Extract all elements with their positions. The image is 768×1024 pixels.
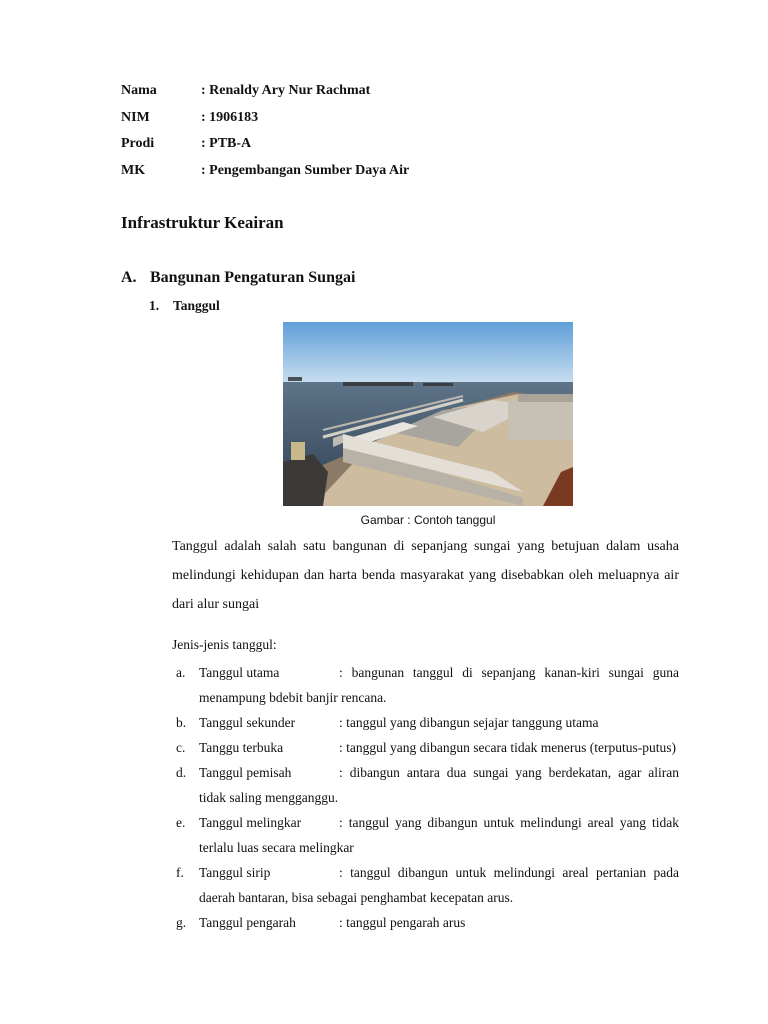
list-term: Tanggul melingkar	[199, 815, 302, 830]
list-desc: : tanggul pengarah arus	[339, 915, 466, 930]
list-marker: a.	[176, 665, 186, 680]
info-value: : 1906183	[201, 109, 259, 125]
figure-caption: Gambar : Contoh tanggul	[360, 513, 496, 527]
list-marker: g.	[176, 915, 187, 930]
levee-types-list	[176, 660, 679, 935]
info-row-mk	[121, 158, 409, 185]
list-desc: : dibangun antara dua sungai yang berdekatan, agar aliran tidak saling mengganggu.	[199, 765, 679, 805]
info-key: Nama	[121, 83, 157, 99]
list-marker: c.	[176, 740, 186, 755]
list-item	[176, 860, 679, 910]
list-marker: b.	[176, 715, 187, 730]
list-item	[176, 810, 679, 860]
info-row-nim	[121, 105, 409, 132]
info-value: : Renaldy Ary Nur Rachmat	[201, 83, 371, 99]
list-desc: : tanggul yang dibangun untuk melindungi areal yang tidak terlalu luas secara melingkar	[199, 815, 679, 855]
list-marker: e.	[176, 815, 186, 830]
list-item	[176, 910, 679, 935]
levee-photo	[283, 322, 573, 506]
list-term: Tanggu terbuka	[199, 740, 284, 755]
list-marker: f.	[176, 865, 184, 880]
info-value: : PTB-A	[201, 136, 252, 152]
info-row-nama	[121, 78, 409, 105]
list-item	[176, 760, 679, 810]
section-marker: A.	[121, 269, 137, 286]
document-title: Infrastruktur Keairan	[121, 213, 284, 232]
list-term: Tanggul pemisah	[199, 765, 292, 780]
list-desc: : tanggul dibangun untuk melindungi areal pertanian pada daerah bantaran, bisa sebagai penghambat kecepatan arus.	[199, 865, 679, 905]
section-heading	[121, 269, 355, 287]
subsection-marker: 1.	[149, 298, 160, 313]
list-item	[176, 735, 679, 760]
info-key: NIM	[121, 109, 150, 125]
list-desc: : bangunan tanggul di sepanjang kanan-kiri sungai guna menampung bdebit banjir rencana.	[199, 665, 679, 705]
info-key: Prodi	[121, 136, 155, 152]
subsection-heading	[149, 298, 220, 314]
list-marker: d.	[176, 765, 187, 780]
list-item	[176, 710, 679, 735]
paragraph-text: Tanggul adalah salah satu bangunan di sepanjang sungai yang betujuan dalam usaha melindungi kehidupan dan harta benda masyarakat yang disebabkan oleh meluapnya air dari alur sungai	[172, 539, 679, 612]
list-title: Jenis-jenis tanggul:	[172, 637, 277, 652]
info-value: : Pengembangan Sumber Daya Air	[201, 162, 410, 178]
section-label: Bangunan Pengaturan Sungai	[150, 269, 356, 286]
list-term: Tanggul sirip	[199, 865, 271, 880]
list-term: Tanggul pengarah	[199, 915, 296, 930]
list-term: Tanggul utama	[199, 665, 280, 680]
list-item	[176, 660, 679, 710]
list-term: Tanggul sekunder	[199, 715, 296, 730]
subsection-label: Tanggul	[173, 298, 220, 313]
intro-paragraph	[172, 532, 679, 619]
student-info	[121, 78, 409, 184]
list-desc: : tanggul yang dibangun secara tidak menerus (terputus-putus)	[339, 740, 677, 755]
info-key: MK	[121, 162, 146, 178]
list-desc: : tanggul yang dibangun sejajar tanggung utama	[339, 715, 599, 730]
info-row-prodi	[121, 131, 409, 158]
